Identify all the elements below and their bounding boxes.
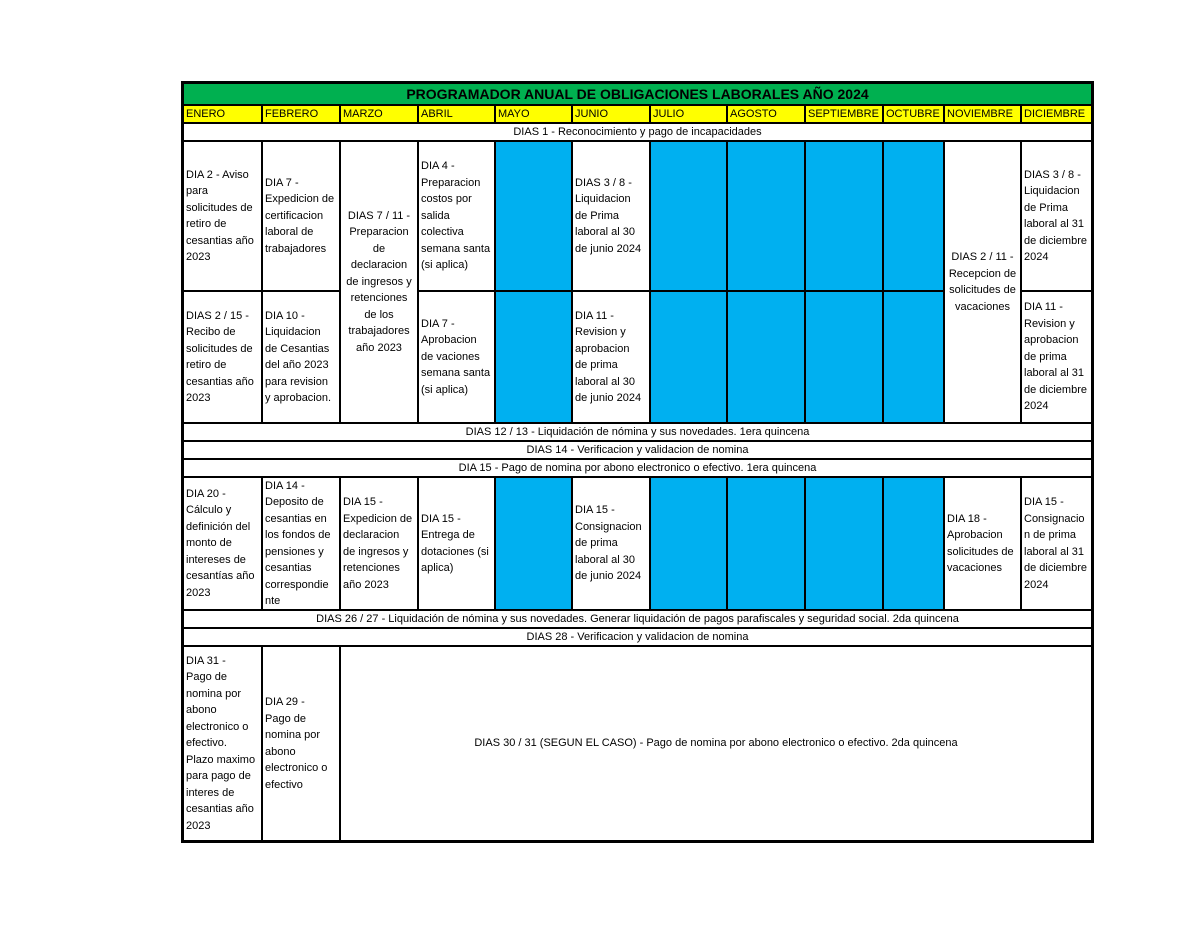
cell-abril-1: DIA 4 - Preparacion costos por salida colectiva semana santa (si aplica) — [418, 141, 495, 291]
band-day-15: DIA 15 - Pago de nomina por abono electronico o efectivo. 1era quincena — [183, 459, 1092, 477]
month-header-diciembre: DICIEMBRE — [1021, 105, 1092, 123]
cell-diciembre-1: DIAS 3 / 8 - Liquidacion de Prima laboral al 31 de diciembre 2024 — [1021, 141, 1092, 291]
band-days-26-27: DIAS 26 / 27 - Liquidación de nómina y sus novedades. Generar liquidación de pagos parafiscales y seguridad social. 2da quincena — [183, 610, 1092, 628]
cell-diciembre-3: DIA 15 - Consignacio n de prima laboral al 31 de diciembre 2024 — [1021, 477, 1092, 610]
band-days-30-31: DIAS 30 / 31 (SEGUN EL CASO) - Pago de nomina por abono electronico o efectivo. 2da quincena — [340, 646, 1092, 841]
cell-febrero-3: DIA 14 - Deposito de cesantias en los fondos de pensiones y cesantias correspondie nte — [262, 477, 340, 610]
cell-junio-2: DIA 11 - Revision y aprobacion de prima laboral al 30 de junio 2024 — [572, 291, 650, 423]
cell-diciembre-2: DIA 11 - Revision y aprobacion de prima laboral al 31 de diciembre 2024 — [1021, 291, 1092, 423]
month-header-abril: ABRIL — [418, 105, 495, 123]
calendar-title: PROGRAMADOR ANUAL DE OBLIGACIONES LABORALES AÑO 2024 — [183, 83, 1092, 105]
cell-octubre-1 — [883, 141, 944, 291]
cell-mayo-2 — [495, 291, 572, 423]
cell-febrero-2: DIA 10 - Liquidacion de Cesantias del año 2023 para revision y aprobacion. — [262, 291, 340, 423]
cell-febrero-1: DIA 7 - Expedicion de certificacion laboral de trabajadores — [262, 141, 340, 291]
cell-marzo-3: DIA 15 - Expedicion de declaracion de ingresos y retenciones año 2023 — [340, 477, 418, 610]
cell-mayo-1 — [495, 141, 572, 291]
cell-abril-3: DIA 15 - Entrega de dotaciones (si aplica) — [418, 477, 495, 610]
cell-julio-3 — [650, 477, 727, 610]
cell-febrero-4: DIA 29 - Pago de nomina por abono electronico o efectivo — [262, 646, 340, 841]
cell-septiembre-1 — [805, 141, 883, 291]
month-header-mayo: MAYO — [495, 105, 572, 123]
cell-enero-1: DIA 2 - Aviso para solicitudes de retiro de cesantias año 2023 — [183, 141, 262, 291]
cell-agosto-1 — [727, 141, 805, 291]
cell-junio-3: DIA 15 - Consignacion de prima laboral al 30 de junio 2024 — [572, 477, 650, 610]
cell-julio-2 — [650, 291, 727, 423]
cell-noviembre-1: DIAS 2 / 11 - Recepcion de solicitudes de vacaciones — [944, 141, 1021, 423]
month-header-julio: JULIO — [650, 105, 727, 123]
month-header-febrero: FEBRERO — [262, 105, 340, 123]
cell-octubre-2 — [883, 291, 944, 423]
month-header-junio: JUNIO — [572, 105, 650, 123]
month-header-enero: ENERO — [183, 105, 262, 123]
band-day-28: DIAS 28 - Verificacion y validacion de nomina — [183, 628, 1092, 646]
cell-octubre-3 — [883, 477, 944, 610]
cell-mayo-3 — [495, 477, 572, 610]
cell-abril-2: DIA 7 - Aprobacion de vaciones semana santa (si aplica) — [418, 291, 495, 423]
obligations-calendar-table — [181, 81, 1094, 843]
month-header-octubre: OCTUBRE — [883, 105, 944, 123]
cell-junio-1: DIAS 3 / 8 - Liquidacion de Prima laboral al 30 de junio 2024 — [572, 141, 650, 291]
month-header-agosto: AGOSTO — [727, 105, 805, 123]
band-days-12-13: DIAS 12 / 13 - Liquidación de nómina y sus novedades. 1era quincena — [183, 423, 1092, 441]
cell-julio-1 — [650, 141, 727, 291]
cell-enero-4: DIA 31 - Pago de nomina por abono electronico o efectivo. Plazo maximo para pago de interes de cesantias año 2023 — [183, 646, 262, 841]
cell-enero-2: DIAS 2 / 15 - Recibo de solicitudes de retiro de cesantias año 2023 — [183, 291, 262, 423]
month-header-septiembre: SEPTIEMBRE — [805, 105, 883, 123]
band-day-14: DIAS 14 - Verificacion y validacion de nomina — [183, 441, 1092, 459]
cell-marzo-1: DIAS 7 / 11 - Preparacion de declaracion de ingresos y retenciones de los trabajadores año 2023 — [340, 141, 418, 423]
cell-septiembre-3 — [805, 477, 883, 610]
cell-enero-3: DIA 20 - Cálculo y definición del monto de intereses de cesantías año 2023 — [183, 477, 262, 610]
cell-agosto-2 — [727, 291, 805, 423]
cell-septiembre-2 — [805, 291, 883, 423]
month-header-marzo: MARZO — [340, 105, 418, 123]
cell-noviembre-3: DIA 18 - Aprobacion solicitudes de vacaciones — [944, 477, 1021, 610]
cell-agosto-3 — [727, 477, 805, 610]
band-day-1: DIAS 1 - Reconocimiento y pago de incapacidades — [183, 123, 1092, 141]
month-header-noviembre: NOVIEMBRE — [944, 105, 1021, 123]
